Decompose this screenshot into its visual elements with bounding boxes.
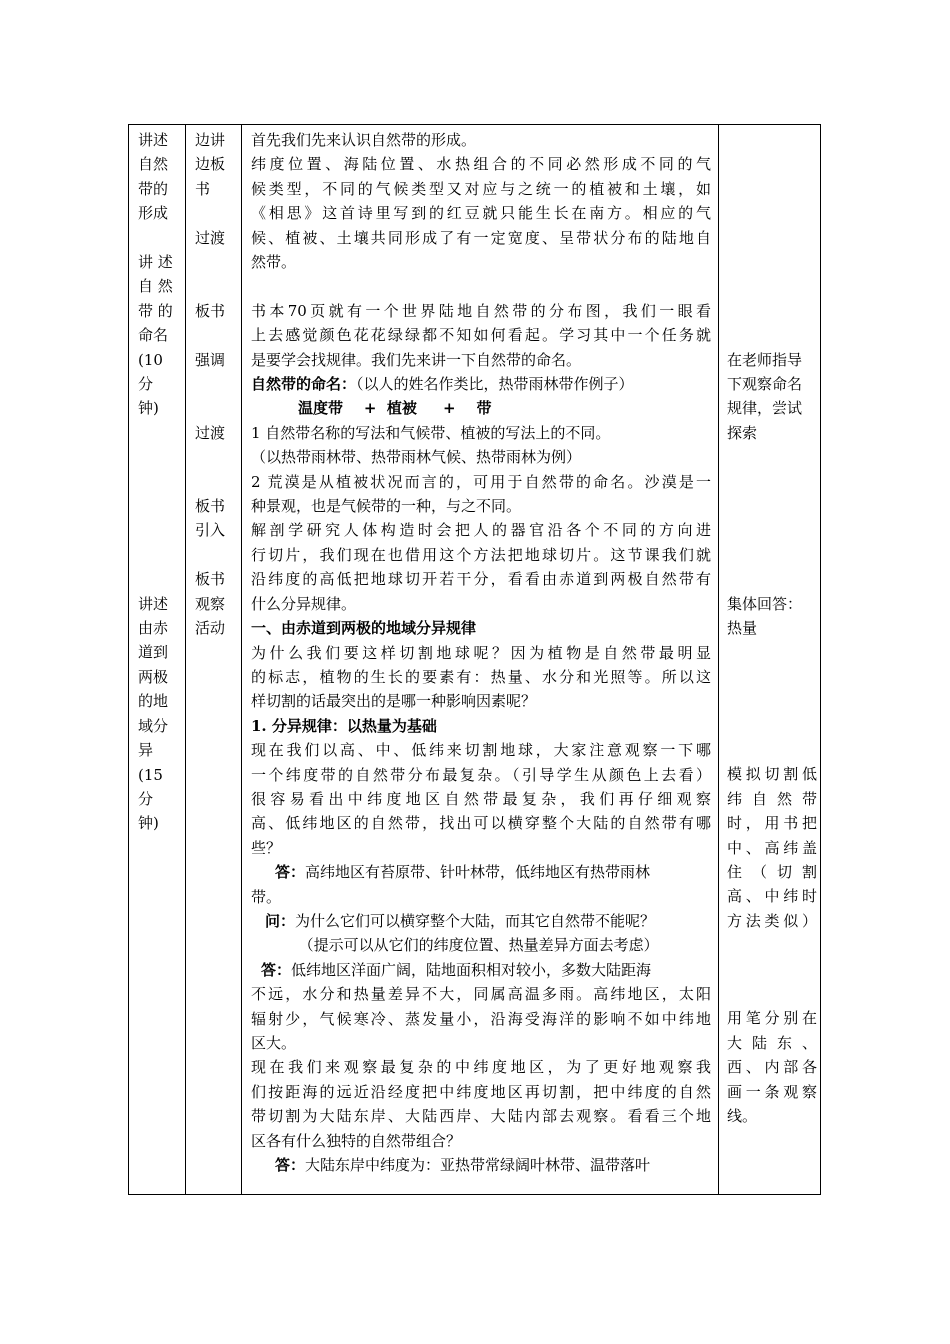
text-line: （以热带雨林带、热带雨林气候、热带雨林为例） — [251, 448, 582, 467]
activity-line: 时，用书把 — [727, 814, 817, 833]
activity-line: 方法类似） — [727, 911, 817, 930]
text-line: 很容易看出中纬度地区自然带最复杂，我们再仔细观察 — [251, 789, 711, 808]
text-line: 现在我们以高、中、低纬来切割地球，大家注意观察一下哪 — [251, 741, 711, 760]
answer-line — [251, 1153, 711, 1177]
text-line: 的标志，植物的生长的要素有：热量、水分和光照等。所以这 — [251, 667, 711, 686]
text-line: 不远，水分和热量差异不大，同属高温多雨。高纬地区，太阳 — [251, 985, 711, 1004]
text-line: 区各有什么独特的自然带组合？ — [251, 1131, 462, 1150]
question-label: 问： — [265, 911, 296, 930]
naming-note: （以人的姓名作类比，热带雨林带作例子） — [356, 375, 634, 394]
hint-line: （提示可以从它们的纬度位置、热量差异方面去考虑） — [251, 936, 659, 955]
text-line — [251, 274, 711, 298]
activity-line: 模拟切割低 — [727, 765, 817, 784]
text-line: 解剖学研究人体构造时会把人的器官沿各个不同的方向进 — [251, 521, 711, 540]
method-emphasis: 强调 — [195, 350, 226, 369]
answer-line — [251, 860, 711, 884]
method-intro: 板书 引入 — [195, 497, 226, 540]
text-line: 辐射少，气候寒冷、蒸发量小，沿海受海洋的影响不如中纬地 — [251, 1009, 711, 1028]
activity-simulate-cut — [727, 762, 817, 933]
text-line: 上去感觉颜色花花绿绿都不知如何看起。学习其中一个任务就 — [251, 326, 711, 345]
method-column — [195, 125, 237, 640]
section-heading: 一、由赤道到两极的地域分异规律 — [251, 619, 477, 638]
text-line: 1 自然带名称的写法和气候带、植被的写法上的不同。 — [251, 423, 611, 442]
subsection-heading: 1. 分异规律：以热量为基础 — [251, 716, 437, 735]
text-line: 2 荒漠是从植被状况而言的，可用于自然带的命名。沙漠是一 — [251, 472, 711, 491]
activity-line: 住 （ 切 割 — [727, 863, 817, 882]
text-line: 些？ — [251, 838, 282, 857]
topic-zonation: 讲述 由赤 道到 两极 的地 域分 异 (15 分 钟) — [138, 594, 169, 833]
answer-text: 大陆东岸中纬度为：亚热带常绿阔叶林带、温带落叶 — [305, 1156, 651, 1175]
text-line: 带切割为大陆东岸、大陆西岸、大陆内部去观察。看看三个地 — [251, 1107, 711, 1126]
naming-label: 自然带的命名： — [251, 375, 357, 394]
text-line: 什么分异规律。 — [251, 594, 357, 613]
method-transition: 过渡 — [195, 228, 226, 247]
topic-formation: 讲述 自然 带的 形成 — [138, 131, 169, 223]
method-lecture: 边讲 边板 书 — [195, 131, 226, 198]
text-line: 是要学会找规律。我们先来讲一下自然带的命名。 — [251, 350, 582, 369]
text-line: 纬度位置、海陆位置、水热组合的不同必然形成不同的气 — [251, 155, 711, 174]
activity-line: 高、中纬时 — [727, 887, 817, 906]
text-line: 书本70页就有一个世界陆地自然带的分布图，我们一眼看 — [251, 301, 711, 320]
naming-formula: 温度带 + 植被 + 带 — [251, 399, 492, 418]
text-line: 高、低纬地区的自然带，找出可以横穿整个大陆的自然带有哪 — [251, 814, 711, 833]
text-line: 沿纬度的高低把地球切开若干分，看看由赤道到两极自然带有 — [251, 570, 711, 589]
student-activity-column — [727, 125, 817, 1128]
content-column — [138, 125, 180, 836]
column-divider — [718, 125, 719, 1194]
method-board: 板书 — [195, 301, 226, 320]
text-line: 现在我们来观察最复杂的中纬度地区，为了更好地观察我 — [251, 1058, 711, 1077]
activity-observe-naming: 在老师指导 下观察命名 规律，尝试 探索 — [727, 350, 803, 442]
method-transition-2: 过渡 — [195, 423, 226, 442]
process-column — [251, 125, 711, 1177]
text-line: 首先我们先来认识自然带的形成。 — [251, 131, 477, 149]
text-line: 行切片，我们现在也借用这个方法把地球切片。这节课我们就 — [251, 545, 711, 564]
text-line: 带。 — [251, 887, 282, 906]
answer-label: 答： — [275, 863, 306, 882]
topic-naming: 讲 述 自 然 带 的 命名 (10 分 钟) — [138, 253, 173, 418]
question-line — [251, 909, 711, 933]
activity-draw-lines — [727, 1006, 817, 1128]
text-line: 《相思》这首诗里写到的红豆就只能生长在南方。相应的气 — [251, 204, 711, 223]
answer-label: 答： — [261, 960, 292, 979]
column-divider — [185, 125, 186, 1194]
text-line: 一个纬度带的自然带分布最复杂。（引导学生从颜色上去看） — [251, 765, 711, 784]
answer-line — [251, 958, 711, 982]
activity-line: 中、高纬盖 — [727, 838, 817, 857]
activity-line: 线。 — [727, 1107, 758, 1126]
answer-text: 低纬地区洋面广阔，陆地面积相对较小，多数大陆距海 — [291, 960, 652, 979]
activity-answer-heat: 集体回答： 热量 — [727, 594, 803, 638]
method-observe: 板书 观察 活动 — [195, 570, 226, 638]
text-line: 种景观，也是气候带的一种，与之不同。 — [251, 497, 522, 516]
answer-label: 答： — [275, 1156, 306, 1175]
lesson-plan-table — [128, 124, 821, 1195]
text-line: 样切割的话最突出的是哪一种影响因素呢？ — [251, 692, 537, 711]
activity-line: 画一条观察 — [727, 1082, 817, 1101]
activity-line: 西、内部各 — [727, 1058, 817, 1077]
question-text: 为什么它们可以横穿整个大陆，而其它自然带不能呢？ — [295, 911, 656, 930]
column-divider — [241, 125, 242, 1194]
answer-text: 高纬地区有苔原带、针叶林带，低纬地区有热带雨林 — [305, 863, 651, 882]
activity-line: 大 陆 东 、 — [727, 1033, 817, 1052]
text-line: 然带。 — [251, 253, 297, 272]
activity-line: 用笔分别在 — [727, 1009, 817, 1028]
text-line: 候类型，不同的气候类型又对应与之统一的植被和土壤，如 — [251, 179, 711, 198]
naming-line — [251, 372, 711, 396]
text-line: 为什么我们要这样切割地球呢？因为植物是自然带最明显 — [251, 643, 711, 662]
text-line: 候、植被、土壤共同形成了有一定宽度、呈带状分布的陆地自 — [251, 228, 711, 247]
text-line: 区大。 — [251, 1034, 297, 1053]
activity-line: 纬 自 然 带 — [727, 789, 817, 808]
text-line: 们按距海的远近沿经度把中纬度地区再切割，把中纬度的自然 — [251, 1082, 711, 1101]
